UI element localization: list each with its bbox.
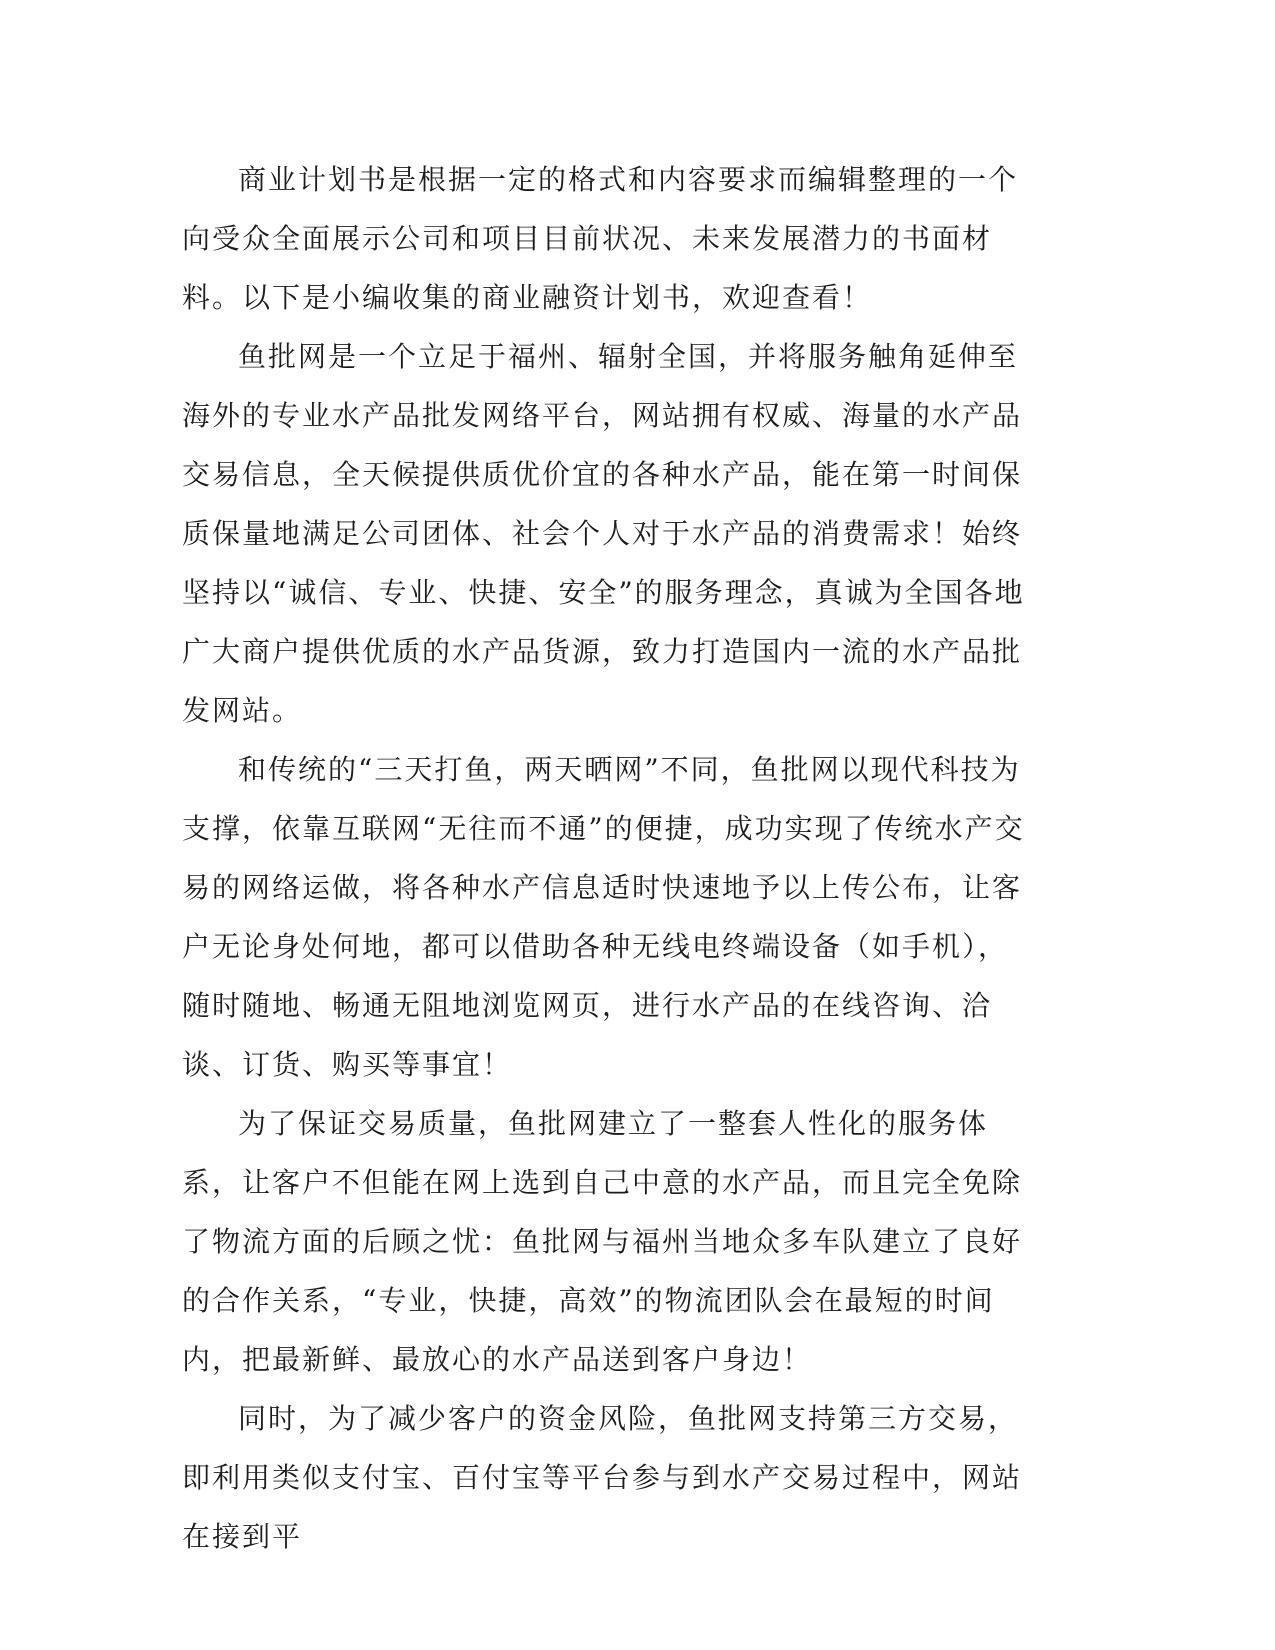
- paragraph-technology: 和传统的“三天打鱼，两天晒网”不同，鱼批网以现代科技为支撑，依靠互联网“无往而不通”的便捷，成功实现了传统水产交易的网络运做，将各种水产信息适时快速地予以上传公布，让客户无论身处何地，都可以借助各种无线电终端设备（如手机），随时随地、畅通无阻地浏览网页，进行水产品的在线咨询、洽谈、订货、购买等事宜！: [182, 753, 1025, 1081]
- paragraph-company-overview: 鱼批网是一个立足于福州、辐射全国，并将服务触角延伸至海外的专业水产品批发网络平台，网站拥有权威、海量的水产品交易信息，全天候提供质优价宜的各种水产品，能在第一时间保质保量地满足公司团体、社会个人对于水产品的消费需求！始终坚持以“诚信、专业、快捷、安全”的服务理念，真诚为全国各地广大商户提供优质的水产品货源，致力打造国内一流的水产品批发网站。: [182, 340, 1025, 727]
- paragraph-payment: 同时，为了减少客户的资金风险，鱼批网支持第三方交易，即利用类似支付宝、百付宝等平台参与到水产交易过程中，网站在接到平: [182, 1402, 1023, 1553]
- paragraph-intro: 商业计划书是根据一定的格式和内容要求而编辑整理的一个向受众全面展示公司和项目目前状况、未来发展潜力的书面材料。以下是小编收集的商业融资计划书，欢迎查看！: [182, 163, 1019, 314]
- paragraph-logistics: 为了保证交易质量，鱼批网建立了一整套人性化的服务体系，让客户不但能在网上选到自己中意的水产品，而且完全免除了物流方面的后顾之忧：鱼批网与福州当地众多车队建立了良好的合作关系，“专业，快捷，高效”的物流团队会在最短的时间内，把最新鲜、最放心的水产品送到客户身边！: [182, 1107, 1023, 1376]
- document-body: [182, 150, 1032, 1566]
